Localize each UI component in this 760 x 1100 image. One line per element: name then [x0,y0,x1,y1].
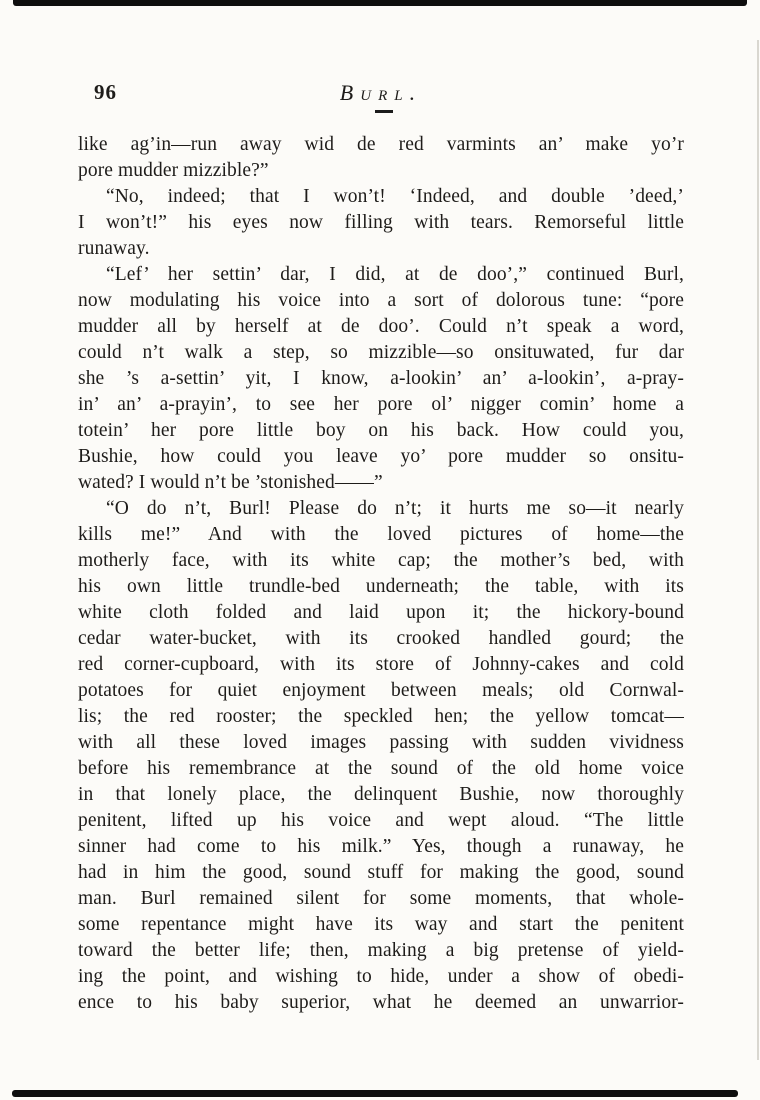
text-line: “No, indeed; that I won’t! ‘Indeed, and double ’deed,’ [106,186,684,207]
paragraph [78,262,684,496]
text-line: his own little trundle-bed underneath; the table, with its [78,576,684,597]
page-content [78,80,684,1016]
text-line: with all these loved images passing with sudden vividness [78,732,684,753]
text-line: ing the point, and wishing to hide, under a show of obedi- [78,966,684,987]
text-line: some repentance might have its way and start the penitent [78,914,684,935]
scan-edge-bottom [12,1090,738,1097]
text-line: red corner-cupboard, with its store of Johnny-cakes and cold [78,654,684,675]
text-line: in’ an’ a-prayin’, to see her pore ol’ nigger comin’ home a [78,394,684,415]
text-line: could n’t walk a step, so mizzible—so onsituwated, fur dar [78,342,684,363]
scan-edge-top [13,0,747,6]
text-line: motherly face, with its white cap; the mother’s bed, with [78,550,684,571]
text-line: I won’t!” his eyes now filling with tears. Remorseful little [78,212,684,233]
text-line: mudder all by herself at de doo’. Could n’t speak a word, [78,316,684,337]
text-line: ence to his baby superior, what he deemed an unwarrior- [78,992,684,1013]
title-rule [375,110,393,113]
page-number: 96 [94,80,117,104]
text-line: penitent, lifted up his voice and wept aloud. “The little [78,810,684,831]
paragraph [78,184,684,262]
text-line: cedar water-bucket, with its crooked handled gourd; the [78,628,684,649]
text-line: now modulating his voice into a sort of dolorous tune: “pore [78,290,684,311]
text-line: before his remembrance at the sound of the old home voice [78,758,684,779]
text-line: potatoes for quiet enjoyment between meals; old Cornwal- [78,680,684,701]
book-title: Burl. [339,80,423,105]
paragraph [78,132,684,184]
text-line: toward the better life; then, making a big pretense of yield- [78,940,684,961]
text-line: she ’s a-settin’ yit, I know, a-lookin’ an’ a-lookin’, a-pray- [78,368,684,389]
scan-edge-right [757,40,759,1060]
text-line: lis; the red rooster; the speckled hen; the yellow tomcat— [78,706,684,727]
page-body [78,132,684,1016]
page-header [78,80,684,132]
text-line: man. Burl remained silent for some moments, that whole- [78,888,684,909]
text-line: pore mudder mizzible?” [78,160,269,181]
text-line: runaway. [78,238,150,259]
text-line: “Lef’ her settin’ dar, I did, at de doo’,” continued Burl, [106,264,684,285]
text-line: kills me!” And with the loved pictures of home—the [78,524,684,545]
text-line: like ag’in—run away wid de red varmints an’ make yo’r [78,134,684,155]
text-line: in that lonely place, the delinquent Bushie, now thoroughly [78,784,684,805]
text-line: “O do n’t, Burl! Please do n’t; it hurts me so—it nearly [106,498,684,519]
text-line: totein’ her pore little boy on his back. How could you, [78,420,684,441]
paragraph [78,496,684,1016]
text-line: wated? I would n’t be ’stonished——” [78,472,383,493]
text-line: Bushie, how could you leave yo’ pore mudder so onsitu- [78,446,684,467]
text-line: had in him the good, sound stuff for making the good, sound [78,862,684,883]
text-line: white cloth folded and laid upon it; the hickory-bound [78,602,684,623]
text-line: sinner had come to his milk.” Yes, though a runaway, he [78,836,684,857]
